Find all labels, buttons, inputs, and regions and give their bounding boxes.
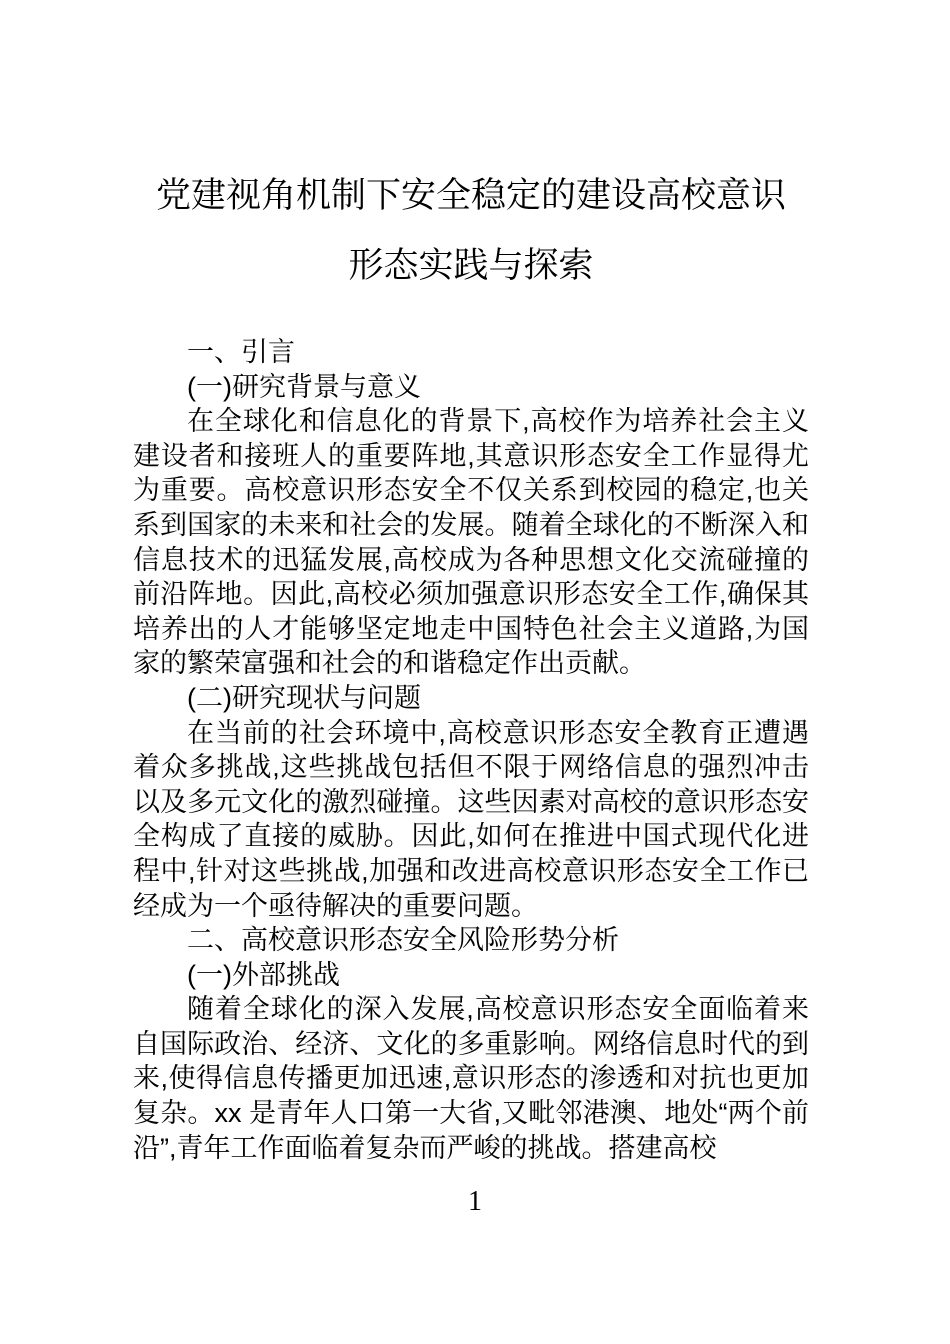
section-heading-risk-analysis: 二、高校意识形态安全风险形势分析 bbox=[187, 925, 619, 956]
document-title-line1: 党建视角机制下安全稳定的建设高校意识 bbox=[155, 176, 786, 215]
paragraph-external-challenges: 随着全球化的深入发展,高校意识形态安全面临着来自国际政治、经济、文化的多重影响。网络信息时代的到来,使得信息传播更加迅速,意识形态的渗透和对抗也更加复杂。xx 是青年人口第一大省,又毗邻港澳、地处“两个前沿”,青年工作面临着复杂而严峻的挑战。搭建高校 bbox=[133, 994, 809, 1163]
page-number: 1 bbox=[468, 1186, 482, 1217]
document-title-line2: 形态实践与探索 bbox=[348, 246, 594, 285]
section-heading-introduction: 一、引言 bbox=[187, 337, 295, 367]
document-body bbox=[133, 335, 809, 1165]
subsection-heading-background: (一)研究背景与意义 bbox=[187, 371, 421, 402]
subsection-heading-external-challenges: (一)外部挑战 bbox=[187, 959, 340, 990]
paragraph-status: 在当前的社会环境中,高校意识形态安全教育正遭遇着众多挑战,这些挑战包括但不限于网络信息的强烈冲击以及多元文化的激烈碰撞。这些因素对高校的意识形态安全构成了直接的威胁。因此,如何在推进中国式现代化进程中,针对这些挑战,加强和改进高校意识形态安全工作已经成为一个亟待解决的重要问题。 bbox=[133, 717, 809, 921]
subsection-heading-status: (二)研究现状与问题 bbox=[187, 682, 421, 713]
paragraph-background: 在全球化和信息化的背景下,高校作为培养社会主义建设者和接班人的重要阵地,其意识形态安全工作显得尤为重要。高校意识形态安全不仅关系到校园的稳定,也关系到国家的未来和社会的发展。随着全球化的不断深入和信息技术的迅猛发展,高校成为各种思想文化交流碰撞的前沿阵地。因此,高校必须加强意识形态安全工作,确保其培养出的人才能够坚定地走中国特色社会主义道路,为国家的繁荣富强和社会的和谐稳定作出贡献。 bbox=[133, 406, 809, 679]
document-title bbox=[133, 161, 809, 301]
